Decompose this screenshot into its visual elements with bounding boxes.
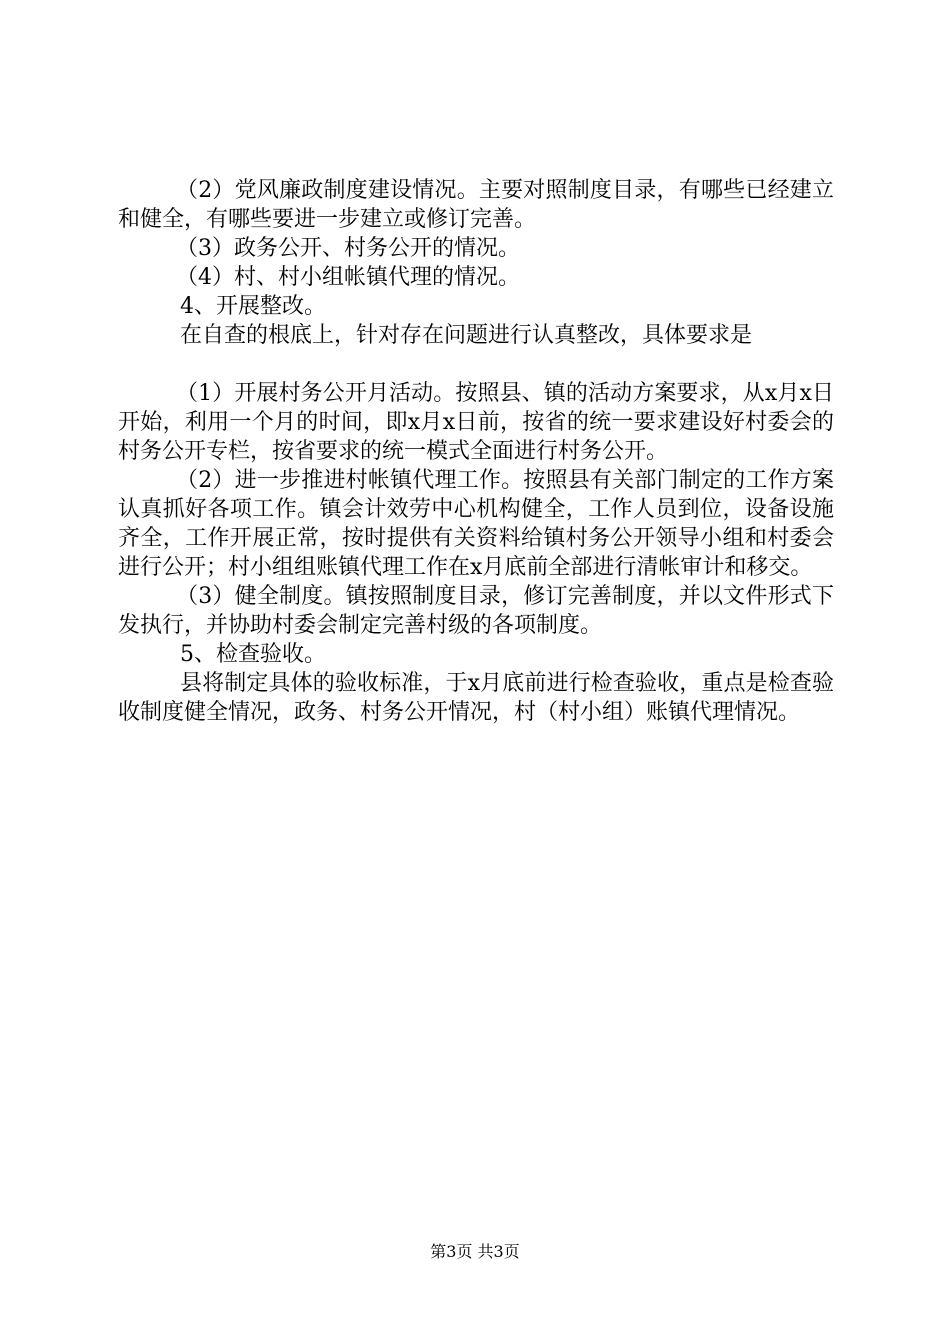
paragraph-item-4: （4）村、村小组帐镇代理的情况。 (176, 265, 520, 290)
paragraph-item-3b: （3）健全制度。镇按照制度目录，修订完善制度，并以文件形式下发执行，并协助村委会制定完善村级的各项制度。 (118, 584, 834, 638)
paragraph-item-1: （1）开展村务公开月活动。按照县、镇的活动方案要求，从x月x日开始，利用一个月的时间，即x月x日前，按省的统一要求建设好村委会的村务公开专栏，按省要求的统一模式全面进行村务公开。 (118, 381, 834, 464)
paragraph-item-3: （3）政务公开、村务公开的情况。 (176, 236, 520, 261)
document-body (118, 176, 834, 727)
page-footer: 第3页 共3页 (430, 1242, 520, 1261)
paragraph-inspection: 县将制定具体的验收标准，于x月底前进行检查验收，重点是检查验收制度健全情况，政务、村务公开情况，村（村小组）账镇代理情况。 (118, 671, 834, 725)
paragraph-item-2b: （2）进一步推进村帐镇代理工作。按照县有关部门制定的工作方案认真抓好各项工作。镇会计效劳中心机构健全，工作人员到位，设备设施齐全，工作开展正常，按时提供有关资料给镇村务公开领导小组和村委会进行公开；村小组组账镇代理工作在x月底前全部进行清帐审计和移交。 (118, 468, 834, 580)
paragraph-spacer (118, 350, 834, 379)
section-heading-5: 5、检查验收。 (180, 642, 326, 667)
paragraph-item-2: （2）党风廉政制度建设情况。主要对照制度目录，有哪些已经建立和健全，有哪些要进一步建立或修订完善。 (118, 178, 834, 232)
section-heading-4: 4、开展整改。 (180, 294, 326, 319)
paragraph-intro: 在自查的根底上，针对存在问题进行认真整改，具体要求是 (180, 323, 753, 348)
